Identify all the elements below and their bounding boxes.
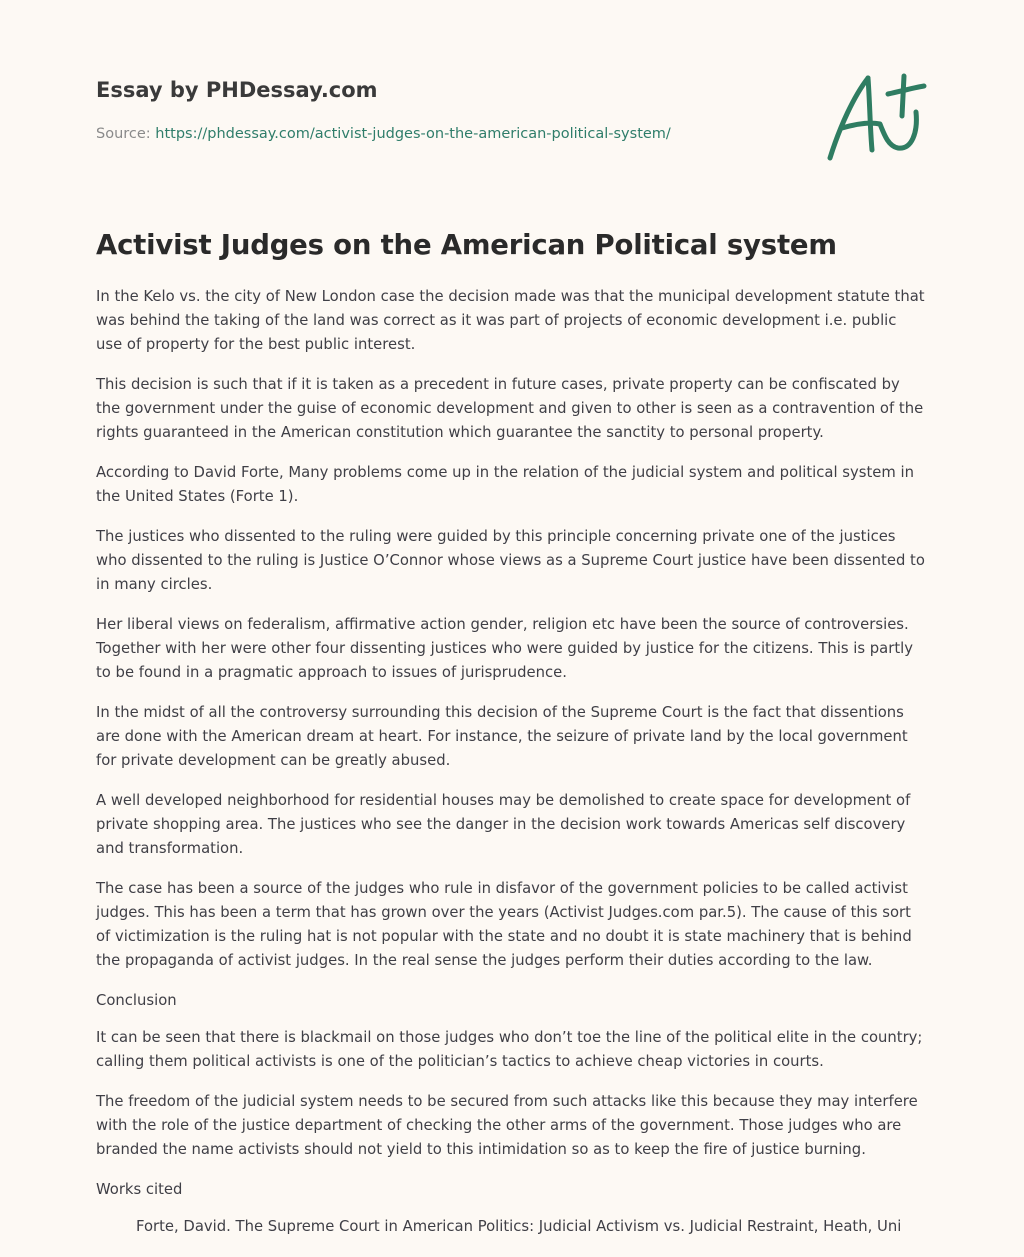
essay-paragraph: In the Kelo vs. the city of New London case the decision made was that the municipal development statute that was behind the taking of the land was correct as it was part of projects of economic development i.e. public use of property for the best public interest. xyxy=(96,288,925,353)
conclusion-paragraph: The freedom of the judicial system needs to be secured from such attacks like this because they may interfere with the role of the justice department of checking the other arms of the government. Those judges who are branded the name activists should not yield to this intimidation so as to keep the fire of justice burning. xyxy=(96,1093,918,1158)
works-cited-list xyxy=(96,1215,926,1239)
essay-title: Activist Judges on the American Political system xyxy=(96,229,837,261)
essay-paragraph: Her liberal views on federalism, affirmative action gender, religion etc have been the source of controversies. Together with her were other four dissenting justices who were guided by justice for the citizens. This is partly to be found in a pragmatic approach to issues of jurisprudence. xyxy=(96,616,914,681)
conclusion-heading: Conclusion xyxy=(96,992,177,1009)
essay-paragraph: The justices who dissented to the ruling were guided by this principle concerning private one of the justices who dissented to the ruling is Justice O’Connor whose views as a Supreme Court justice have been dissented to in many circles. xyxy=(96,528,925,593)
works-cited-heading: Works cited xyxy=(96,1181,183,1198)
essay-body xyxy=(96,285,926,1239)
source-line xyxy=(96,124,796,144)
source-link[interactable]: https://phdessay.com/activist-judges-on-the-american-political-system/ xyxy=(155,126,671,142)
works-cited-item: 1. Forte, David. The Supreme Court in American Politics: Judicial Activism vs. Judicial Restraint, Heath, Uni xyxy=(136,1215,926,1239)
essay-paragraph: A well developed neighborhood for residential houses may be demolished to create space for development of private shopping area. The justices who see the danger in the decision work towards Americas self discovery and transformation. xyxy=(96,792,911,857)
essay-paragraph: In the midst of all the controversy surrounding this decision of the Supreme Court is the fact that dissentions are done with the American dream at heart. For instance, the seizure of private land by the local government for private development can be greatly abused. xyxy=(96,704,908,769)
a-plus-logo-icon xyxy=(820,66,930,166)
page-header xyxy=(96,76,796,144)
essay-paragraph: The case has been a source of the judges who rule in disfavor of the government policies to be called activist judges. This has been a term that has grown over the years (Activist Judges.com par.5). The cause of this sort of victimization is the ruling hat is not popular with the state and no doubt it is state machinery that is behind the propaganda of activist judges. In the real sense the judges perform their duties according to the law. xyxy=(96,880,912,969)
essay-paragraph: This decision is such that if it is taken as a precedent in future cases, private property can be confiscated by the government under the guise of economic development and given to other is seen as a contravention of the rights guaranteed in the American constitution which guarantee the sanctity to personal property. xyxy=(96,376,924,441)
source-label: Source: xyxy=(96,126,151,142)
site-name: Essay by PHDessay.com xyxy=(96,78,378,102)
essay-paragraph: According to David Forte, Many problems come up in the relation of the judicial system and political system in the United States (Forte 1). xyxy=(96,464,914,505)
conclusion-paragraph: It can be seen that there is blackmail on those judges who don’t toe the line of the political elite in the country; calling them political activists is one of the politician’s tactics to achieve cheap victories in courts. xyxy=(96,1029,923,1070)
